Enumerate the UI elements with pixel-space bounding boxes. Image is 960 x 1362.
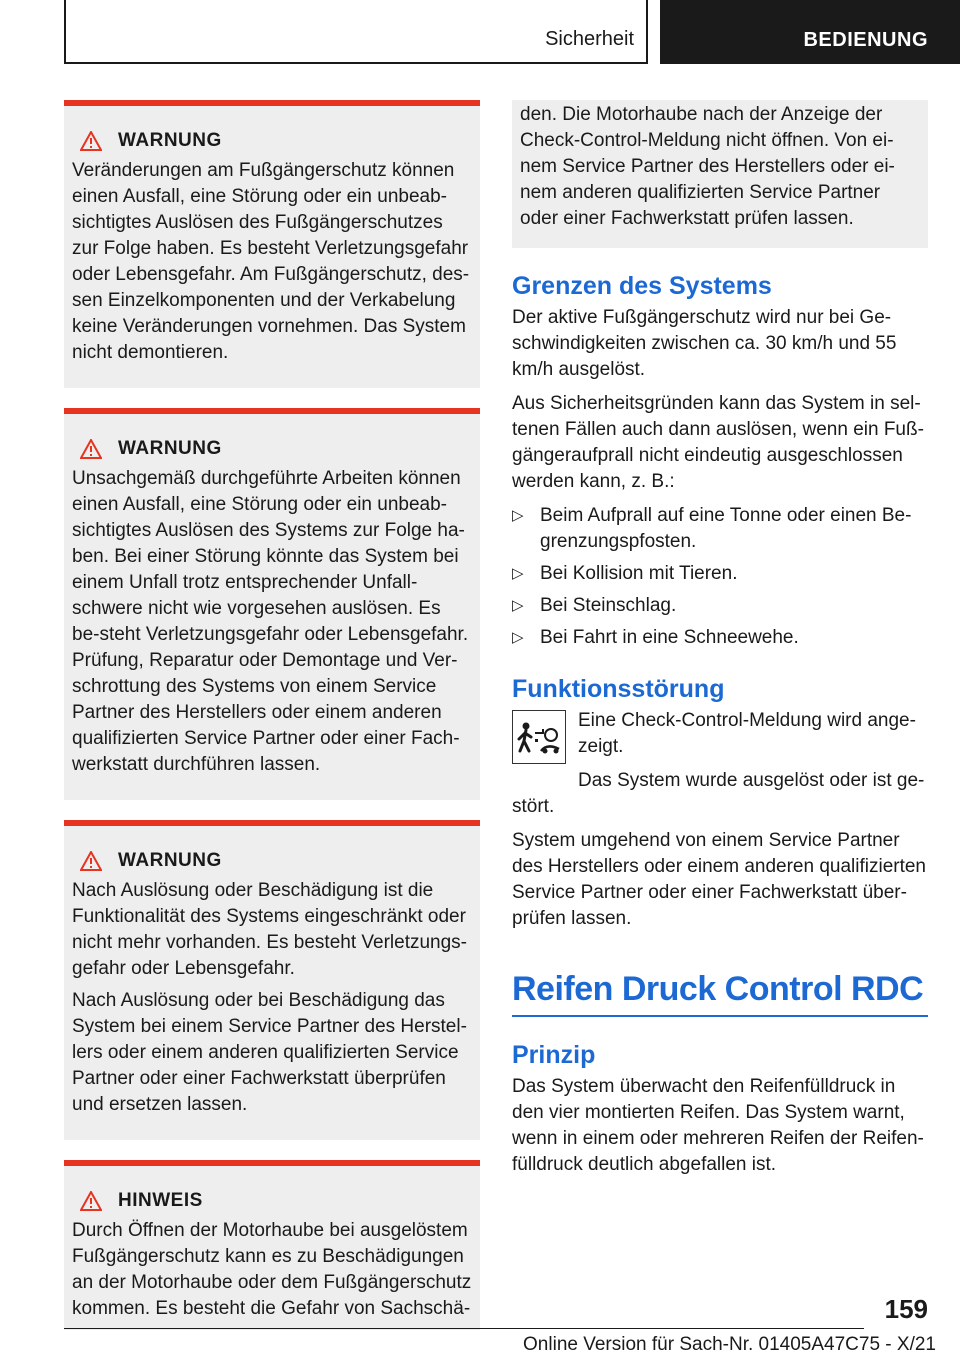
warning-title	[80, 850, 472, 872]
limits-list	[512, 503, 928, 651]
warning-box-1	[64, 100, 480, 388]
footer-divider	[64, 1328, 864, 1329]
warning-triangle-icon	[80, 131, 102, 151]
rdc-heading: Reifen Druck Control RDC	[512, 970, 928, 1017]
footer-text: Online Version für Sach-Nr. 01405A47C75 - X/21	[523, 1334, 936, 1355]
notice-title	[80, 1190, 472, 1212]
list-item-text: Bei Kollision mit Tieren.	[540, 563, 738, 584]
rdc-subheading: Prinzip	[512, 1041, 596, 1069]
list-item	[512, 503, 928, 555]
malfunction-paragraph: Eine Check-Control-Meldung wird ange-zeigt.	[578, 710, 916, 757]
bullet-triangle-icon: ▷	[512, 597, 524, 614]
bullet-triangle-icon: ▷	[512, 565, 524, 582]
list-item	[512, 593, 928, 619]
left-column	[64, 100, 480, 1330]
header-chapter-tab[interactable]	[660, 0, 960, 64]
right-column	[512, 100, 928, 1186]
malfunction-heading: Funktionsstörung	[512, 675, 725, 703]
list-item	[512, 625, 928, 651]
malfunction-row	[512, 708, 928, 768]
list-item	[512, 561, 928, 587]
bullet-triangle-icon: ▷	[512, 629, 524, 646]
list-item-text: Bei Fahrt in eine Schneewehe.	[540, 627, 799, 648]
warning-box-2	[64, 408, 480, 800]
warning-triangle-icon	[80, 439, 102, 459]
warning-title	[80, 438, 472, 460]
notice-box-continued	[512, 100, 928, 248]
warning-title-text: WARNUNG	[118, 438, 222, 459]
notice-text: Durch Öffnen der Motorhaube bei ausgelöstem Fußgängerschutz kann es zu Beschädigungen an der Motorhaube oder dem Fußgängerschutz kommen. Es besteht die Gefahr von Sachschä-	[72, 1220, 472, 1319]
notice-text-continued: den. Die Motorhaube nach der Anzeige der Check-Control-Meldung nicht öffnen. Von ei-nem Service Partner des Herstellers oder ei-nem anderen qualifizierten Service Partner oder einer Fachwerkstatt prüfen lassen.	[520, 104, 895, 229]
limits-paragraph: Aus Sicherheitsgründen kann das System in sel-tenen Fällen auch dann auslösen, wenn ein Fuß-gängeraufprall nicht eindeutig ausgeschlossen werden kann, z. B.:	[512, 393, 924, 492]
warning-text: Nach Auslösung oder bei Beschädigung das System bei einem Service Partner des Herstel-lers oder einem anderen qualifizierten Service Partner oder einer Fachwerkstatt überprüfen und ersetzen lassen.	[72, 990, 467, 1115]
warning-box-3	[64, 820, 480, 1140]
chapter-label: BEDIENUNG	[803, 29, 928, 51]
warning-text: Veränderungen am Fußgängerschutz können einen Ausfall, eine Störung oder ein unbeab-sichtigtes Auslösen des Fußgängerschutzes zur Folge haben. Es besteht Verletzungsgefahr oder Lebensgefahr. Am Fußgängerschutz, des-sen Einzelkomponenten und der Verkabelung keine Veränderungen vornehmen. Das System nicht demontieren.	[72, 160, 470, 363]
warning-title-text: WARNUNG	[118, 850, 222, 871]
rdc-paragraph: Das System überwacht den Reifenfülldruck in den vier montierten Reifen. Das System warnt, wenn in einem oder mehreren Reifen der Reifen-fülldruck deutlich abgefallen ist.	[512, 1076, 924, 1175]
list-item-text: Bei Steinschlag.	[540, 595, 677, 616]
header-section-title: Sicherheit	[545, 28, 634, 50]
list-item-text: Beim Aufprall auf eine Tonne oder einen Be-grenzungspfosten.	[540, 505, 912, 552]
warning-triangle-icon	[80, 1191, 102, 1211]
limits-heading: Grenzen des Systems	[512, 272, 772, 300]
pedestrian-protection-warning-icon	[512, 710, 566, 764]
notice-title-text: HINWEIS	[118, 1190, 203, 1211]
warning-text: Unsachgemäß durchgeführte Arbeiten können einen Ausfall, eine Störung oder ein unbeab-sichtigtes Auslösen des Systems zur Folge ha-ben. Bei einer Störung könnte das System bei einem Unfall trotz entsprechender Unfall-schwere nicht wie vorgesehen auslösen. Es be-steht Verletzungsgefahr oder Lebensgefahr. Prüfung, Reparatur oder Demontage und Ver-schrottung des Systems von einem Service Partner des Herstellers oder einem anderen qualifizierten Service Partner oder einer Fach-werkstatt durchführen lassen.	[72, 468, 469, 775]
warning-text: Nach Auslösung oder Beschädigung ist die Funktionalität des Systems eingeschränkt oder nicht mehr vorhanden. Es besteht Verletzungs-gefahr oder Lebensgefahr.	[72, 880, 468, 979]
notice-box	[64, 1160, 480, 1330]
limits-paragraph: Der aktive Fußgängerschutz wird nur bei Ge-schwindigkeiten zwischen ca. 30 km/h und 55 km/h ausgelöst.	[512, 307, 897, 380]
bullet-triangle-icon: ▷	[512, 507, 524, 524]
warning-triangle-icon	[80, 851, 102, 871]
malfunction-icon-text	[578, 708, 928, 768]
malfunction-paragraph: System umgehend von einem Service Partner des Herstellers oder einem anderen qualifizierten Service Partner oder einer Fachwerkstatt über-prüfen lassen.	[512, 830, 927, 929]
warning-title	[80, 130, 472, 152]
warning-title-text: WARNUNG	[118, 130, 222, 151]
malfunction-paragraph: Das System wurde ausgelöst oder ist ge-stört.	[512, 770, 925, 817]
page-number: 159	[884, 1294, 928, 1324]
